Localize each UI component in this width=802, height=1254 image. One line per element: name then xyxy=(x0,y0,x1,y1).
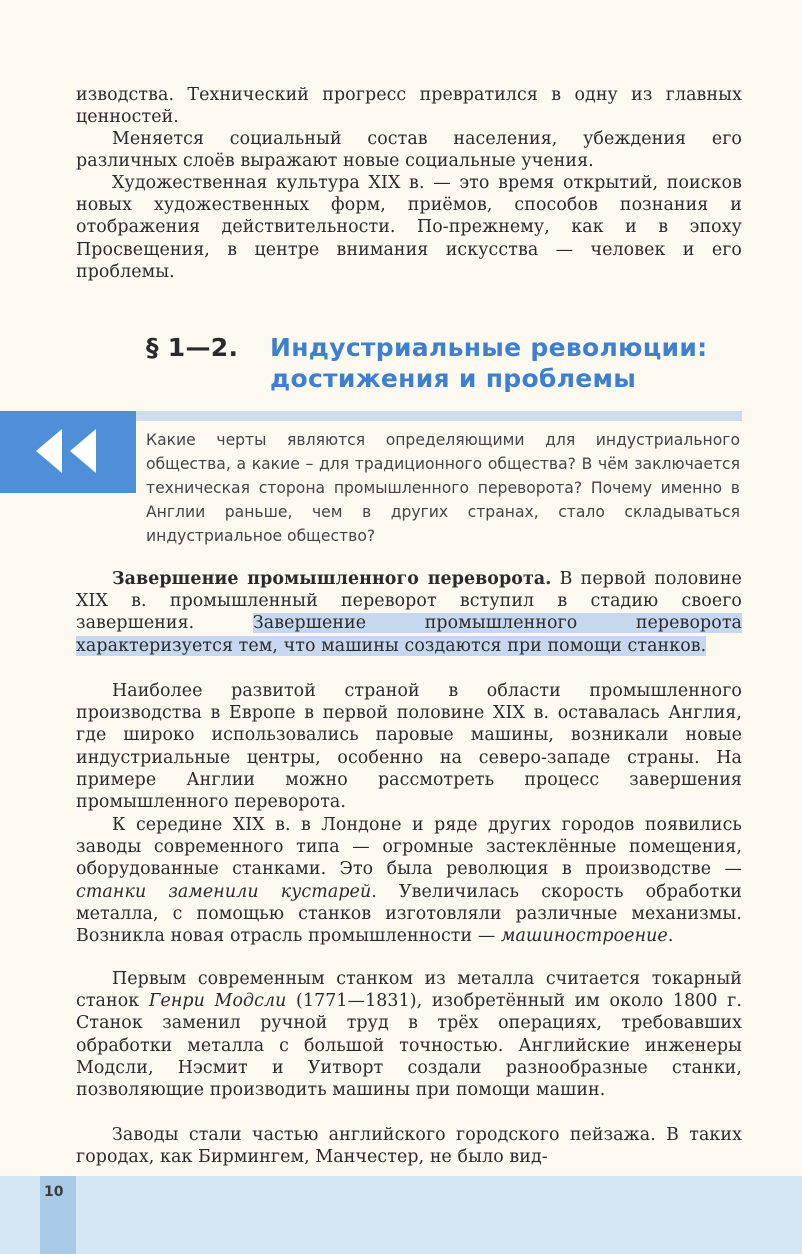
questions-text: Какие черты являются определяющими для индустриального общества, а какие – для традиционного общества? В чём заключается техническая сторона промышленного переворота? Почему именно в Англии раньше, чем в других странах, стало складываться индустриальное общество? xyxy=(146,431,740,545)
rewind-icon xyxy=(0,411,136,493)
subheading-completion: Завершение промышленного переворота. xyxy=(112,569,552,589)
body-paragraph-4-b: (1771—1831), изобретённый им около 1800 г. Станок заменил ручной труд в трёх операциях, требовавших обработки металла с большой точностью. Английские инженеры Модсли, Нэсмит и Уитворт создали разнообразные станки, позволяющие производить машины при помощи машин. xyxy=(76,991,743,1101)
body-paragraph-1-text: В первой половине XIX в. промышленный переворот вступил в стадию своего завершения. xyxy=(76,569,742,634)
body-paragraph-3-a: К середине XIX в. в Лондоне и ряде других городов появились заводы современного типа — огромные застеклённые помещения, оборудованные станками. Это была революция в производстве — xyxy=(76,815,742,880)
body-paragraph-1 xyxy=(76,568,742,657)
questions-icon-box xyxy=(0,411,136,493)
section-title-line-1: Индустриальные революции: xyxy=(270,333,708,362)
page-footer xyxy=(0,1176,802,1254)
intro-paragraph-1: изводства. Технический прогресс превратился в одну из главных ценностей. xyxy=(76,85,742,128)
italic-mechanical-engineering: машиностроение xyxy=(500,926,668,947)
questions-block xyxy=(0,411,802,551)
section-heading xyxy=(146,332,707,394)
italic-henry-maudslay: Генри Модсли xyxy=(148,991,287,1012)
body-paragraph-5: Заводы стали частью английского городского пейзажа. В таких городах, как Бирмингем, Манчестер, не было вид- xyxy=(76,1125,742,1168)
intro-paragraph-3: Художественная культура XIX в. — это время открытий, поисков новых художественных форм, приёмов, способов познания и отображения действительности. По-прежнему, как и в эпоху Просвещения, в центре внимания искусства — человек и его проблемы. xyxy=(76,173,742,282)
body-paragraph-3-b: . Увеличилась скорость обработки металла, с помощью станков изготовляли различные механизмы. Возникла новая отрасль промышленности — xyxy=(76,881,742,947)
italic-machines-replaced: станки заменили кустарей xyxy=(76,881,372,902)
body-paragraph-3-c: . xyxy=(667,926,674,947)
body-paragraph-2: Наиболее развитой страной в области промышленного производства в Европе в первой половине XIX в. оставалась Англия, где широко использовались паровые машины, возникали новые индустриальные центры, особенно на северо-западе страны. На примере Англии можно рассмотреть процесс завершения промышленного переворота. xyxy=(76,681,742,813)
body-paragraph-4 xyxy=(76,968,742,1101)
intro-paragraph-2: Меняется социальный состав населения, убеждения его различных слоёв выражают новые социальные учения. xyxy=(76,129,742,172)
body-paragraph-4-a: Первым современным станком из металла считается токарный станок xyxy=(76,969,742,1012)
page-number: 10 xyxy=(44,1184,64,1200)
section-title-line-2: достижения и проблемы xyxy=(270,364,637,393)
highlighted-definition: Завершение промышленного переворота характеризуется тем, что машины создаются при помощи станков. xyxy=(76,613,743,656)
section-number: § 1—2. xyxy=(146,333,239,362)
body-paragraph-3 xyxy=(76,814,742,947)
